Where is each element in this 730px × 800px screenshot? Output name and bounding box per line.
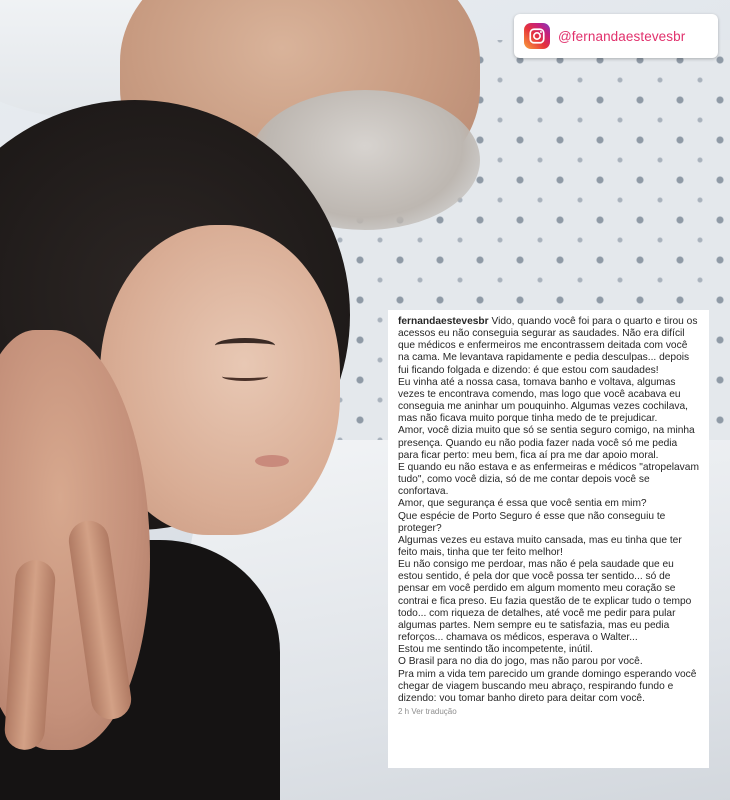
instagram-handle-badge[interactable]	[514, 14, 718, 58]
caption-paragraph: Eu não consigo me perdoar, mas não é pela saudade que eu estou sentido, é pela dor que você possa ter sentido... só de pensar em você perdido em algum momento meu coração se contrai e fica preso. Eu fazia questão de te explicar tudo o tempo todo... com riqueza de detalhes, até você me pedir para pular algumas partes. Nem sempre eu te satisfazia, mas eu pedia reforços... chamava os médicos, esperava o Walter...	[398, 559, 692, 644]
caption-paragraph: Pra mim a vida tem parecido um grande domingo esperando você chegar de viagem buscando meu abraço, respirando fundo e dizendo: vou tomar banho direto para deitar com você.	[398, 668, 697, 704]
caption-footer: 2 h Ver tradução	[398, 707, 457, 716]
caption-paragraph: fernandaestevesbr Vido, quando você foi para o quarto e tirou os acessos eu não conseguia segurar as saudades. Não era difícil que médicos e enfermeiros me encontrassem deitada com você na cama. Me levantava rapidamente e pedia desculpas... depois fui ficando folgada e dizendo: é que estou com saudades!	[398, 316, 698, 376]
caption-paragraph: Amor, que segurança é essa que você sentia em mim?	[398, 498, 647, 510]
caption-paragraph: Algumas vezes eu estava muito cansada, mas eu tinha que ter feito mais, tinha que ter feito melhor!	[398, 534, 682, 558]
caption-paragraph: O Brasil para no dia do jogo, mas não parou por você.	[398, 656, 643, 668]
caption-username[interactable]: fernandaestevesbr	[398, 316, 489, 327]
instagram-caption	[388, 310, 709, 768]
caption-paragraph: Estou me sentindo tão incompetente, inútil.	[398, 644, 593, 656]
caption-paragraph: Que espécie de Porto Seguro é esse que não conseguiu te proteger?	[398, 510, 666, 534]
woman-eyebrow	[215, 338, 275, 353]
instagram-handle: @fernandaestevesbr	[558, 28, 686, 44]
caption-paragraph: Amor, você dizia muito que só se sentia seguro comigo, na minha presença. Quando eu não podia fazer nada você só me pedia para ficar perto: meu bem, fica aí pra me dar apoio moral.	[398, 425, 695, 461]
caption-paragraph: E quando eu não estava e as enfermeiras e médicos "atropelavam tudo", como você dizia, só de me contar depois você se confortava.	[398, 461, 699, 498]
instagram-icon	[524, 23, 550, 49]
woman-closed-eye	[222, 372, 268, 381]
caption-paragraph: Eu vinha até a nossa casa, tomava banho e voltava, algumas vezes te encontrava comendo, mas logo que você acabava eu conseguia me aninhar um pouquinho. Algumas vezes cochilava, mas não ficava muito porque tinha medo de te prejudicar.	[398, 376, 688, 425]
woman-lips	[255, 455, 289, 467]
